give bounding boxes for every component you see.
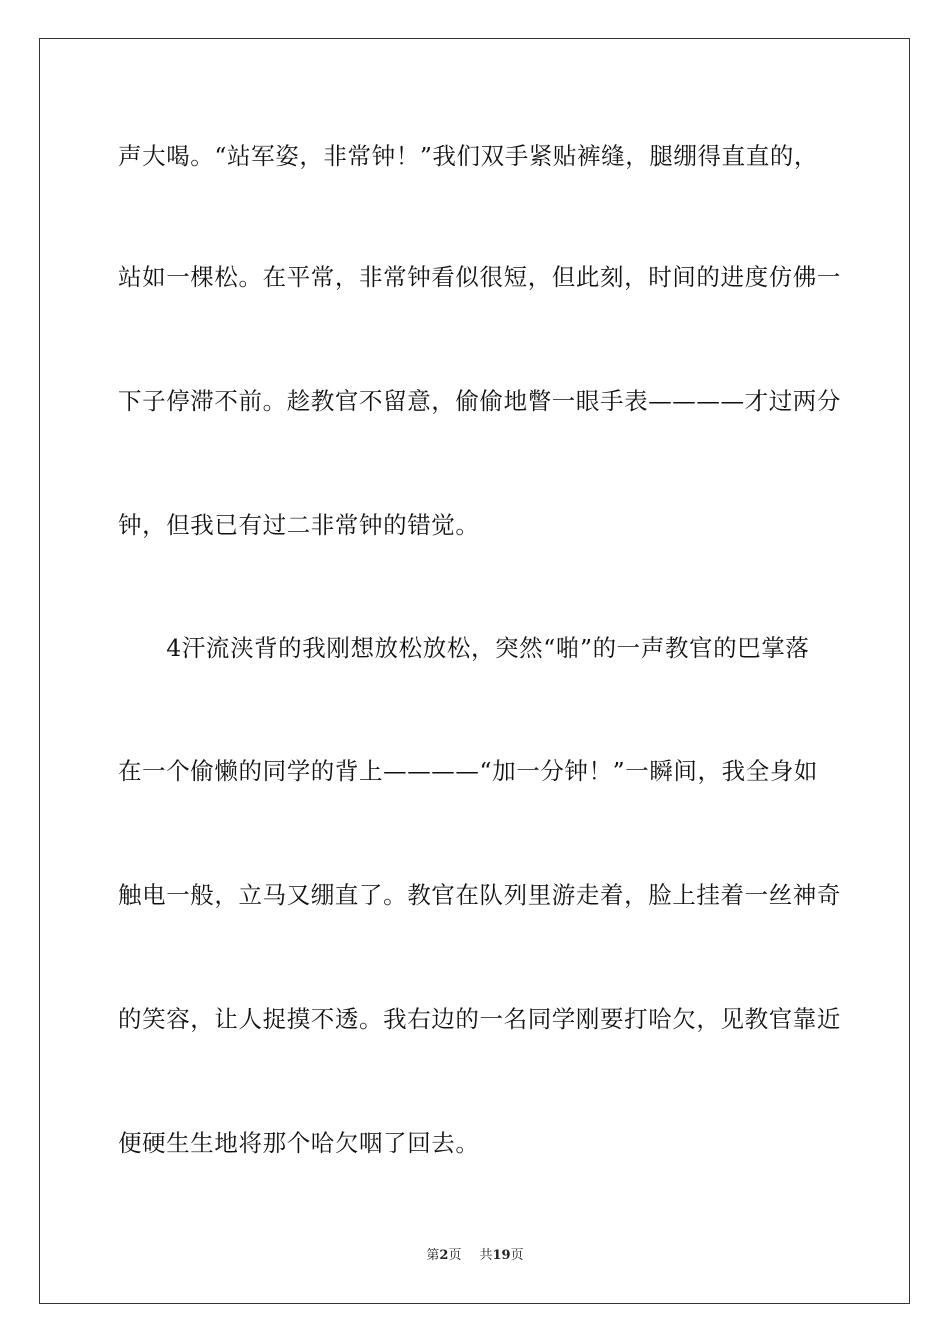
total-prefix: 共 — [479, 1248, 493, 1263]
paragraph-line: 便硬生生地将那个哈欠咽了回去。 — [118, 1129, 480, 1157]
paragraph-line: 下子停滞不前。趁教官不留意，偷偷地瞥一眼手表————才过两分 — [118, 387, 841, 415]
paragraph-line: 4汗流浃背的我刚想放松放松，突然“啪”的一声教官的巴掌落 — [118, 634, 810, 662]
paragraph-line: 的笑容，让人捉摸不透。我右边的一名同学刚要打哈欠，见教官靠近 — [118, 1005, 841, 1033]
page-number: 2 — [439, 1248, 449, 1263]
page-border — [39, 38, 910, 1304]
paragraph-line: 声大喝。“站军姿，非常钟！”我们双手紧贴裤缝，腿绷得直直的， — [118, 142, 819, 170]
page-suffix: 页 — [448, 1248, 462, 1263]
page-total: 19 — [492, 1248, 511, 1263]
page-footer — [0, 1247, 950, 1265]
paragraph-line: 触电一般，立马又绷直了。教官在队列里游走着，脸上挂着一丝神奇 — [118, 881, 841, 909]
paragraph-line: 站如一棵松。在平常，非常钟看似很短，但此刻，时间的进度仿佛一 — [118, 263, 841, 291]
page-prefix: 第 — [426, 1248, 440, 1263]
total-suffix: 页 — [510, 1248, 524, 1263]
paragraph-line: 钟，但我已有过二非常钟的错觉。 — [118, 511, 480, 539]
paragraph-line: 在一个偷懒的同学的背上————“加一分钟！”一瞬间，我全身如 — [118, 757, 819, 785]
